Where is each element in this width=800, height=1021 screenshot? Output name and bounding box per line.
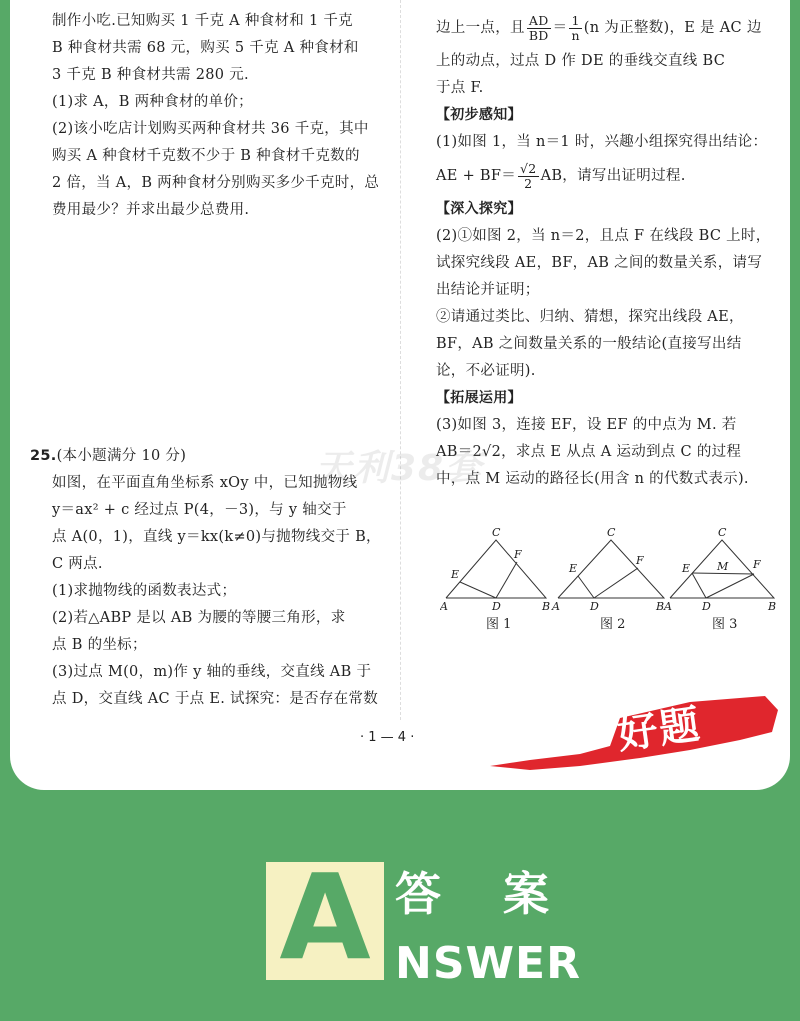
publisher-watermark: 天利38套 bbox=[315, 448, 484, 489]
column-divider bbox=[400, 0, 401, 720]
section-heading-deep: 【深入探究】 bbox=[436, 201, 522, 217]
text-span: (n 为正整数)，E 是 AC 边 bbox=[583, 20, 762, 36]
numerator: √2 bbox=[520, 160, 537, 176]
text-line: AB＝2√2，求点 E 从点 A 运动到点 C 的过程 bbox=[436, 444, 742, 460]
text-line: 2 倍，当 A，B 两种食材分别购买多少千克时，总 bbox=[52, 175, 380, 191]
answer-title-english: NSWER bbox=[395, 938, 581, 989]
text-line: 制作小吃.已知购买 1 千克 A 种食材和 1 千克 bbox=[52, 13, 353, 29]
fig2-label-b: B bbox=[656, 600, 665, 613]
denominator: BD bbox=[528, 27, 549, 43]
text-line: 3 千克 B 种食材共需 280 元. bbox=[52, 67, 249, 83]
fig1-de bbox=[460, 582, 496, 598]
text-line: (1)求抛物线的函数表达式； bbox=[52, 583, 237, 599]
fig3-label-d: D bbox=[702, 600, 711, 613]
figure-caption-3: 图 3 bbox=[712, 617, 738, 632]
fig3-label-c: C bbox=[718, 528, 727, 539]
fig3-label-f: F bbox=[753, 558, 761, 571]
text-line: 点 B 的坐标； bbox=[52, 637, 147, 653]
fig1-label-c: C bbox=[492, 528, 501, 539]
text-line: B 种食材共需 68 元，购买 5 千克 A 种食材和 bbox=[52, 40, 359, 56]
text-line: 费用最少？并求出最少总费用. bbox=[52, 202, 250, 218]
fraction-one-n bbox=[569, 14, 581, 43]
text-line: (3)如图 3，连接 EF，设 EF 的中点为 M. 若 bbox=[436, 417, 737, 433]
fig3-label-a: A bbox=[664, 600, 672, 613]
question-24-continued bbox=[52, 8, 392, 224]
fig1-label-e: E bbox=[451, 568, 460, 581]
fig2-label-c: C bbox=[607, 528, 616, 539]
fig2-df bbox=[594, 568, 638, 598]
text-line: y＝ax² + c 经过点 P(4，－3)，与 y 轴交于 bbox=[52, 502, 347, 518]
text-line: 点 A(0，1)，直线 y＝kx(k≠0)与抛物线交于 B， bbox=[52, 529, 381, 545]
fig3-de bbox=[692, 573, 706, 598]
text-line: BF，AB 之间数量关系的一般结论(直接写出结 bbox=[436, 336, 742, 352]
page-number: · 1 — 4 · bbox=[360, 730, 415, 745]
text-line bbox=[436, 8, 776, 48]
text-line bbox=[436, 156, 776, 196]
text-line: 试探究线段 AE，BF，AB 之间的数量关系，请写 bbox=[436, 255, 763, 271]
fig3-label-b: B bbox=[768, 600, 776, 613]
text-line: 如图，在平面直角坐标系 xOy 中，已知抛物线 bbox=[52, 475, 358, 491]
question-26 bbox=[436, 8, 776, 493]
text-line: (1)如图 1，当 n＝1 时，兴趣小组探究得出结论： bbox=[436, 134, 768, 150]
question-score: (本小题满分 10 分) bbox=[56, 448, 187, 464]
fig1-df bbox=[496, 562, 517, 598]
fig2-de bbox=[578, 576, 594, 598]
fig2-label-f: F bbox=[636, 554, 644, 567]
text-line: (2)①如图 2，当 n＝2，且点 F 在线段 BC 上时， bbox=[436, 228, 771, 244]
text-span: 边上一点，且 bbox=[436, 20, 525, 36]
fig3-ef bbox=[692, 573, 754, 574]
fig3-df bbox=[706, 574, 754, 598]
text-line: (2)该小吃店计划购买两种食材共 36 千克，其中 bbox=[52, 121, 369, 137]
text-line: 点 D，交直线 AC 于点 E. 试探究：是否存在常数 bbox=[52, 691, 379, 707]
fig1-triangle bbox=[446, 540, 546, 598]
fig2-label-e: E bbox=[569, 562, 578, 575]
equals-sign: ＝ bbox=[552, 20, 568, 36]
text-line: 上的动点，过点 D 作 DE 的垂线交直线 BC bbox=[436, 53, 726, 69]
section-heading-initial: 【初步感知】 bbox=[436, 107, 522, 123]
denominator: 2 bbox=[524, 175, 533, 191]
answer-title-chinese: 答案 bbox=[395, 867, 611, 921]
text-line: (3)过点 M(0，m)作 y 轴的垂线，交直线 AB 于 bbox=[52, 664, 372, 680]
figure-caption-1: 图 1 bbox=[486, 617, 512, 632]
text-line: 出结论并证明； bbox=[436, 282, 540, 298]
fig1-label-b: B bbox=[542, 600, 551, 613]
text-span: AB，请写出证明过程. bbox=[540, 168, 686, 184]
text-line: 于点 F. bbox=[436, 80, 484, 96]
question-number: 25. bbox=[30, 448, 57, 464]
good-question-stamp-text: 好题 bbox=[614, 701, 705, 759]
text-line: 论，不必证明). bbox=[436, 363, 536, 379]
fig1-label-d: D bbox=[492, 600, 501, 613]
text-line: (2)若△ABP 是以 AB 为腰的等腰三角形，求 bbox=[52, 610, 346, 626]
numerator: 1 bbox=[569, 14, 581, 29]
text-span: AE + BF＝ bbox=[436, 168, 517, 184]
fig3-label-e: E bbox=[682, 562, 691, 575]
answer-letter: A bbox=[279, 848, 371, 986]
numerator: AD bbox=[527, 14, 551, 29]
text-line: 购买 A 种食材千克数不少于 B 种食材千克数的 bbox=[52, 148, 360, 164]
text-line: 中，点 M 运动的路径长(用含 n 的代数式表示). bbox=[436, 471, 749, 487]
fig2-label-d: D bbox=[590, 600, 599, 613]
fig1-label-a: A bbox=[440, 600, 448, 613]
text-line: (1)求 A，B 两种食材的单价； bbox=[52, 94, 253, 110]
text-line: C 两点. bbox=[52, 556, 103, 572]
figure-caption-2: 图 2 bbox=[600, 617, 626, 632]
fraction-sqrt2-2 bbox=[518, 162, 539, 191]
fig3-label-m: M bbox=[717, 560, 729, 573]
fig1-label-f: F bbox=[514, 548, 522, 561]
section-heading-extend: 【拓展运用】 bbox=[436, 390, 522, 406]
fraction-ad-bd bbox=[527, 14, 551, 43]
fig2-label-a: A bbox=[552, 600, 560, 613]
figures-svg bbox=[440, 528, 776, 613]
text-line: ②请通过类比、归纳、猜想，探究出线段 AE， bbox=[436, 309, 744, 325]
denominator: n bbox=[571, 27, 580, 43]
